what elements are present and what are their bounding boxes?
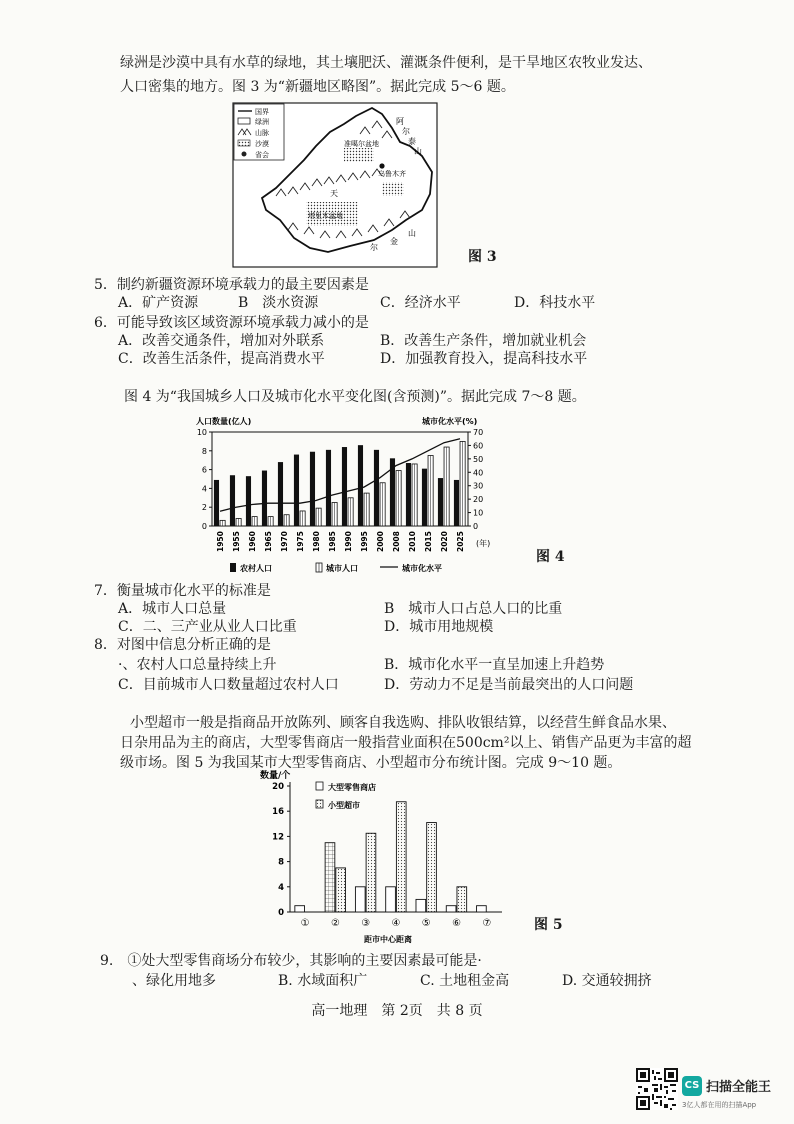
q7-option-b: B 城市人口占总人口的比重 [384, 601, 563, 617]
chart5-category-label: ② [330, 918, 340, 929]
chart4-right-tick-label: 60 [473, 441, 484, 451]
map-label-altun-1: 尔 [370, 243, 378, 252]
chart5-category-label: ① [300, 918, 310, 929]
legend-rural-label: 农村人口 [240, 564, 272, 573]
bar-large-store [446, 906, 456, 912]
chart5-category-label: ③ [361, 918, 371, 929]
qr-code-icon [636, 1068, 678, 1110]
map-label-junggar-basin: 准噶尔盆地 [344, 140, 379, 148]
bar-rural-population [278, 462, 283, 526]
intro-text-3-line-3: 级市场。图 5 为我国某市大型零售商店、小型超市分布统计图。完成 9～10 题。 [120, 755, 622, 771]
chart-urban-rural-population [190, 412, 500, 582]
q9-stem: 9. ①处大型零售商场分布较少，其影响的主要因素最可能是· [100, 953, 482, 969]
chart4-year-label: 2010 [408, 531, 417, 552]
chart5-category-label: ⑦ [482, 918, 492, 929]
scanner-subtitle: 3亿人都在用的扫描App [682, 1101, 757, 1109]
legend-small-store-label: 小型超市 [328, 801, 360, 810]
map-legend-border: 国界 [255, 108, 269, 116]
bar-rural-population [358, 445, 363, 526]
map-label-altai-1: 阿 [396, 117, 404, 126]
chart4-right-tick-label: 70 [473, 428, 484, 437]
chart-store-distribution [256, 766, 530, 948]
bar-rural-population [246, 476, 251, 526]
scanner-title: 扫描全能王 [706, 1080, 772, 1095]
bar-rural-population [294, 455, 299, 526]
chart5-x-label: 距市中心距离 [364, 935, 412, 944]
bar-large-store [416, 899, 426, 912]
chart4-year-label: 1950 [216, 531, 225, 552]
legend-large-store-label: 大型零售商店 [328, 783, 376, 792]
chart5-y-tick-label: 4 [278, 882, 284, 893]
chart4-right-tick-label: 0 [473, 522, 479, 531]
chart4-year-label: 2015 [424, 531, 433, 552]
intro-text-3-line-2: 日杂用品为主的商店，大型零售商店一般指营业面积在500cm²以上、销售产品更为丰富的超 [120, 735, 692, 751]
chart5-category-label: ④ [391, 918, 401, 929]
chart4-right-tick-label: 30 [473, 481, 484, 491]
q6-stem: 6．可能导致该区域资源环境承载力减小的是 [94, 315, 369, 331]
figure-4-label: 图 4 [536, 549, 565, 565]
chart4-left-tick-label: 8 [201, 446, 207, 456]
q6-option-b: B．改善生产条件，增加就业机会 [380, 333, 587, 349]
legend-rate-label: 城市化水平 [402, 564, 442, 573]
bar-rural-population [422, 469, 427, 526]
q5-stem: 5．制约新疆资源环境承载力的最主要因素是 [94, 277, 369, 293]
chart4-right-tick-label: 40 [473, 468, 484, 478]
map-legend-oasis: 绿洲 [255, 118, 269, 126]
bar-rural-population [454, 480, 459, 526]
q9-option-b: B. 水域面积广 [278, 973, 368, 989]
chart4-year-label: 1970 [280, 531, 289, 552]
intro-figure-4: 图 4 为“我国城乡人口及城市化水平变化图(含预测)”。据此完成 7～8 题。 [124, 389, 586, 405]
q8-stem: 8．对图中信息分析正确的是 [94, 637, 271, 653]
map-label-altun-2: 金 [390, 237, 398, 246]
q5-option-b: B 淡水资源 [238, 295, 319, 311]
q6-option-c: C．改善生活条件，提高消费水平 [118, 351, 325, 367]
chart4-year-label: 1995 [360, 531, 369, 552]
q8-option-a: ·、农村人口总量持续上升 [118, 657, 277, 673]
chart4-year-label: 2025 [456, 531, 465, 552]
bar-rural-population [230, 475, 235, 526]
bar-rural-population [438, 478, 443, 526]
map-label-urumqi: 乌鲁木齐 [378, 170, 406, 178]
q9-option-c: C. 土地租金高 [420, 973, 510, 989]
bar-small-store [457, 887, 467, 912]
map-label-altai-3: 泰 [408, 137, 416, 146]
legend-large-store-swatch [316, 782, 323, 790]
q8-option-c: C．目前城市人口数量超过农村人口 [118, 677, 339, 693]
bar-large-store [477, 906, 487, 912]
chart4-year-label: 1985 [328, 531, 337, 552]
scanner-logo-icon: CS [682, 1076, 702, 1096]
bar-small-store [336, 868, 346, 912]
chart4-left-tick-label: 4 [201, 484, 207, 494]
legend-small-store-swatch [316, 800, 323, 808]
chart4-year-label: 1990 [344, 531, 353, 552]
chart5-y-tick-label: 20 [272, 782, 284, 792]
chart4-right-tick-label: 20 [473, 495, 484, 505]
chart4-year-label: 2000 [376, 531, 385, 552]
chart4-right-tick-label: 10 [473, 508, 484, 518]
q5-option-d: D．科技水平 [514, 295, 596, 311]
intro-text-line-2: 人口密集的地方。图 3 为“新疆地区略图”。据此完成 5～6 题。 [120, 79, 515, 95]
chart4-left-tick-label: 0 [201, 522, 207, 531]
intro-text-3-line-1: 小型超市一般是指商品开放陈列、顾客自我选购、排队收银结算，以经营生鲜食品水果、 [130, 715, 676, 731]
legend-rural-swatch [230, 563, 236, 572]
map-label-altun-3: 山 [408, 229, 416, 238]
bar-large-store [355, 887, 365, 912]
page-footer: 高一地理 第 2页 共 8 页 [311, 1003, 483, 1019]
figure-3-label: 图 3 [468, 249, 497, 265]
q9-option-a: 、绿化用地多 [132, 973, 216, 989]
q9-option-d: D. 交通较拥挤 [562, 973, 652, 989]
q6-option-d: D．加强教育投入，提高科技水平 [380, 351, 588, 367]
chart4-right-tick-label: 50 [473, 454, 484, 464]
chart4-year-label: 1955 [232, 531, 241, 552]
chart4-year-label: 1975 [296, 531, 305, 552]
map-label-altai-4: 山 [414, 147, 422, 156]
bar-rural-population [326, 450, 331, 526]
chart4-year-label: 1980 [312, 531, 321, 552]
q7-option-c: C．二、三产业从业人口比重 [118, 619, 297, 635]
q7-stem: 7．衡量城市化水平的标准是 [94, 583, 271, 599]
chart5-category-label: ⑥ [452, 918, 462, 929]
chart5-y-tick-label: 12 [272, 832, 284, 843]
chart5-y-label: 数量/个 [260, 771, 291, 781]
bar-small-store [366, 833, 376, 912]
chart4-x-unit: (年) [476, 539, 491, 548]
bar-rural-population [262, 471, 267, 526]
map-label-tianshan: 天 [330, 189, 338, 198]
chart4-year-label: 1965 [264, 531, 273, 552]
chart4-left-tick-label: 2 [201, 503, 207, 513]
xinjiang-map [232, 102, 438, 268]
chart4-y-left-label: 人口数量(亿人) [196, 417, 252, 426]
chart5-y-tick-label: 0 [278, 908, 284, 918]
q5-option-c: C．经济水平 [380, 295, 461, 311]
bar-small-store [427, 823, 437, 912]
map-legend-mountain: 山脉 [255, 129, 269, 137]
figure-5-label: 图 5 [534, 917, 563, 933]
chart4-year-label: 2020 [440, 531, 449, 552]
legend-urban-label: 城市人口 [326, 564, 358, 573]
chart5-y-tick-label: 8 [278, 857, 284, 868]
q8-option-b: B．城市化水平一直呈加速上升趋势 [384, 657, 605, 673]
intro-text-line-1: 绿洲是沙漠中具有水草的绿地，其土壤肥沃、灌溉条件便利，是干旱地区农牧业发达、 [120, 55, 652, 71]
chart4-y-right-label: 城市化水平(%) [422, 417, 478, 426]
q7-option-d: D．城市用地规模 [384, 619, 494, 635]
map-label-tarim-basin: 塔里木盆地 [308, 212, 343, 220]
bar-rural-population [310, 452, 315, 526]
chart5-category-label: ⑤ [421, 918, 431, 929]
chart4-year-label: 2008 [392, 531, 401, 552]
chart5-y-tick-label: 16 [272, 807, 284, 818]
bar-small-store [396, 802, 406, 912]
bar-rural-population [374, 450, 379, 526]
q6-option-a: A．改善交通条件，增加对外联系 [118, 333, 325, 349]
bar-large-store [295, 906, 305, 912]
bar-large-store [386, 887, 396, 912]
chart4-left-tick-label: 6 [201, 465, 207, 475]
map-legend-desert: 沙漠 [255, 140, 269, 148]
chart4-left-tick-label: 10 [196, 428, 207, 437]
bar-rural-population [214, 480, 219, 526]
bar-rural-population [342, 447, 347, 526]
q8-option-d: D．劳动力不足是当前最突出的人口问题 [384, 677, 634, 693]
bar-large-store [325, 843, 335, 912]
map-legend-capital: 省会 [255, 151, 269, 159]
map-label-altai-2: 尔 [402, 127, 410, 136]
q5-option-a: A．矿产资源 [118, 295, 199, 311]
chart4-year-label: 1960 [248, 531, 257, 552]
bar-rural-population [406, 463, 411, 526]
q7-option-a: A．城市人口总量 [118, 601, 227, 617]
